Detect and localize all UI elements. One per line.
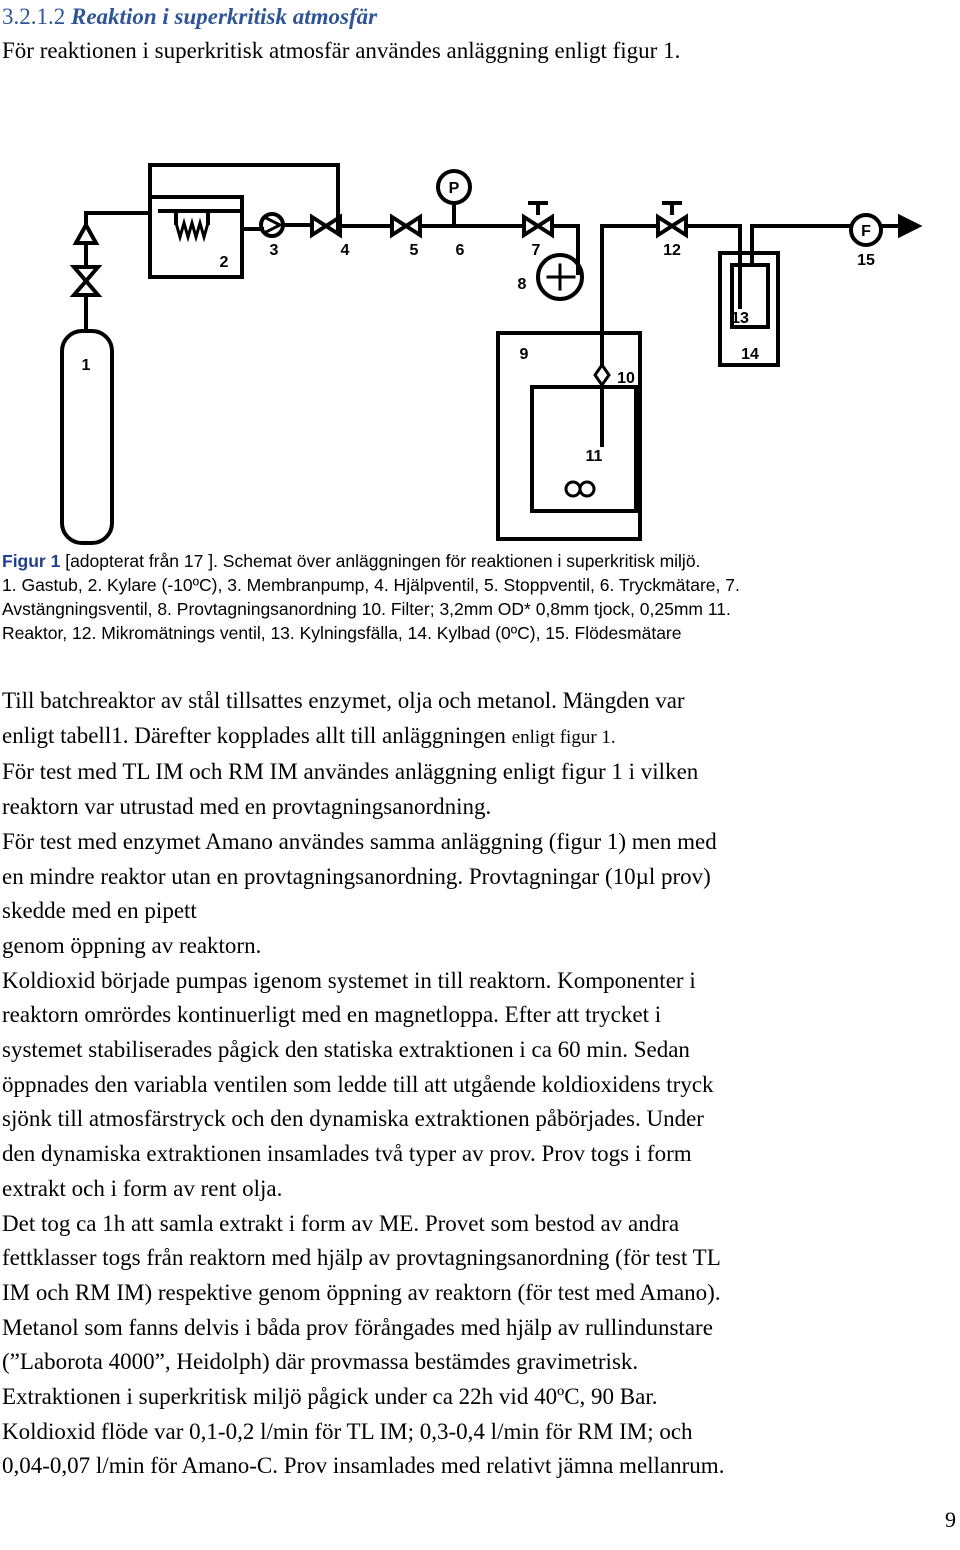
body-line: genom öppning av reaktorn. — [2, 932, 262, 958]
label-10: 10 — [617, 370, 635, 387]
caption-line-4: Reaktor, 12. Mikromätnings ventil, 13. Kylningsfälla, 14. Kylbad (0ºC), 15. Flödesmätare — [2, 623, 682, 643]
label-12: 12 — [663, 242, 681, 259]
label-8: 8 — [517, 276, 527, 293]
caption-line-1: [adopterat från 17 ]. Schemat över anläggningen för reaktionen i superkritisk miljö. — [60, 551, 701, 571]
figure-reference: enligt figur 1. — [511, 726, 616, 748]
cooler-coil-icon — [176, 223, 208, 237]
body-line: (”Laborota 4000”, Heidolph) där provmassa bestämdes gravimetrisk. — [2, 1349, 639, 1375]
label-3: 3 — [269, 242, 279, 259]
body-line: systemet stabiliserades pågick den statiska extraktionen i ca 60 min. Sedan — [2, 1037, 690, 1063]
apparatus-diagram — [0, 125, 960, 545]
magnetic-stirrer — [566, 482, 580, 496]
body-line: Det tog ca 1h att samla extrakt i form av ME. Provet som bestod av andra — [2, 1210, 680, 1236]
pressure-gauge-label: P — [448, 180, 460, 197]
valve-4-icon — [312, 217, 340, 235]
body-line: öppnades den variabla ventilen som ledde till att utgående koldioxidens tryck — [2, 1071, 714, 1097]
label-13: 13 — [731, 310, 749, 327]
label-15: 15 — [857, 252, 875, 269]
body-line: extrakt och i form av rent olja. — [2, 1175, 283, 1201]
body-line: Metanol som fanns delvis i båda prov förångades med hjälp av rullindunstare — [2, 1314, 713, 1340]
body-line: skedde med en pipett — [2, 898, 197, 924]
body-line: Koldioxid började pumpas igenom systemet in till reaktorn. Komponenter i — [2, 967, 696, 993]
body-line: Koldioxid flöde var 0,1-0,2 l/min för TL IM; 0,3-0,4 l/min för RM IM; och — [2, 1418, 693, 1444]
body-line: För test med enzymet Amano användes samma anläggning (figur 1) men med — [2, 828, 717, 854]
body-line: reaktorn var utrustad med en provtagningsanordning. — [2, 794, 492, 820]
body-line: reaktorn omrördes kontinuerligt med en magnetloppa. Efter att trycket i — [2, 1002, 662, 1028]
label-1: 1 — [81, 357, 91, 374]
label-7: 7 — [531, 242, 541, 259]
label-5: 5 — [409, 242, 419, 259]
flow-meter-label: F — [861, 223, 871, 240]
body-line: en mindre reaktor utan en provtagningsanordning. Provtagningar (10µl prov) — [2, 863, 711, 889]
intro-paragraph: För reaktionen i superkritisk atmosfär användes anläggning enligt figur 1. — [2, 38, 681, 63]
label-4: 4 — [340, 242, 350, 259]
outlet-arrow-icon — [900, 217, 918, 235]
body-line: den dynamiska extraktionen insamlades två typer av prov. Prov togs i form — [2, 1141, 692, 1167]
body-text — [2, 684, 957, 1484]
cylinder-valve-icon — [74, 267, 98, 295]
valve-12-icon — [658, 217, 686, 235]
reactor-bath — [498, 333, 640, 539]
body-line: fettklasser togs från reaktorn med hjälp av provtagningsanordning (för test TL — [2, 1245, 721, 1271]
body-line: Extraktionen i superkritisk miljö pågick under ca 22h vid 40ºC, 90 Bar. — [2, 1384, 658, 1410]
section-number: 3.2.1.2 — [2, 4, 66, 29]
label-6: 6 — [455, 242, 465, 259]
caption-line-3: Avstängningsventil, 8. Provtagningsanordning 10. Filter; 3,2mm OD* 0,8mm tjock, 0,25mm 11. — [2, 599, 731, 619]
body-line: sjönk till atmosfärstryck och den dynamiska extraktionen påbörjades. Under — [2, 1106, 704, 1132]
body-line: Till batchreaktor av stål tillsattes enzymet, olja och metanol. Mängden var — [2, 688, 685, 713]
regulator-icon — [76, 225, 96, 243]
page-number: 9 — [945, 1507, 956, 1532]
body-line: IM och RM IM) respektive genom öppning av reaktorn (för test med Amano). — [2, 1279, 721, 1305]
valve-7-icon — [524, 217, 552, 235]
filter-icon — [595, 365, 609, 385]
valve-5-icon — [392, 217, 420, 235]
section-heading — [2, 2, 377, 32]
caption-line-2: 1. Gastub, 2. Kylare (-10ºC), 3. Membranpump, 4. Hjälpventil, 5. Stoppventil, 6. Tryckmätare, 7. — [2, 575, 740, 595]
label-2: 2 — [219, 254, 229, 271]
label-9: 9 — [519, 346, 529, 363]
section-title: Reaktion i superkritisk atmosfär — [71, 4, 378, 29]
body-line-part: enligt tabell1. Därefter kopplades allt till anläggningen — [2, 722, 512, 748]
body-line: För test med TL IM och RM IM användes anläggning enligt figur 1 i vilken — [2, 759, 699, 785]
figure-label: Figur 1 — [2, 551, 61, 571]
body-line — [2, 719, 957, 756]
body-line: 0,04-0,07 l/min för Amano-C. Prov insamlades med relativt jämna mellanrum. — [2, 1453, 725, 1479]
figure-caption — [2, 549, 952, 645]
reactor — [532, 387, 636, 511]
label-14: 14 — [741, 346, 759, 363]
label-11: 11 — [585, 448, 603, 465]
